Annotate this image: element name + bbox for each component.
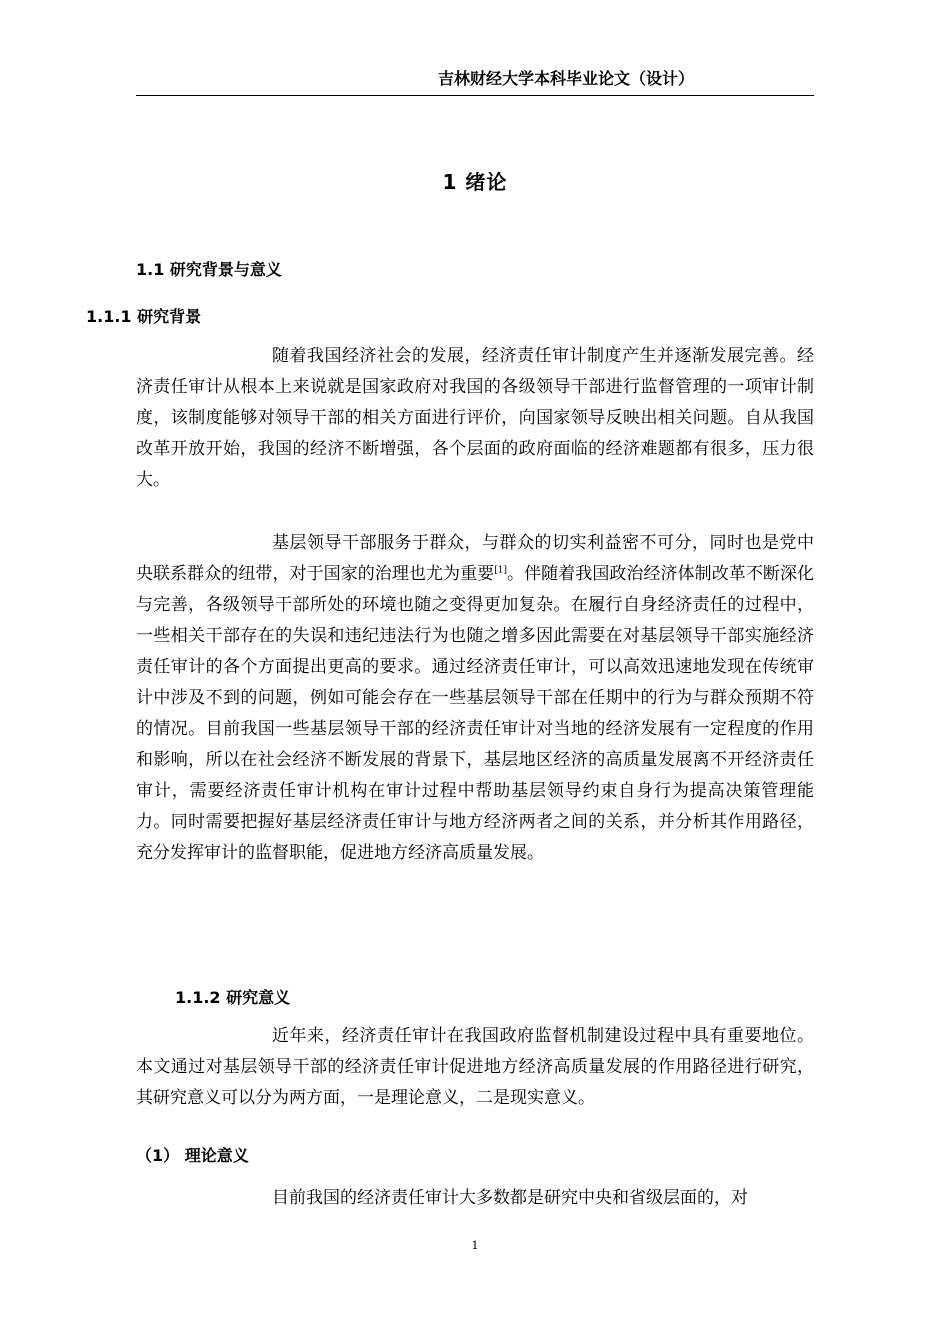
paragraph-theory: 目前我国的经济责任审计大多数都是研究中央和省级层面的，对 [272, 1188, 748, 1208]
section-heading: 1.1 研究背景与意义 [136, 260, 282, 279]
citation-ref: [1] [494, 565, 507, 576]
paragraph-significance: 近年来，经济责任审计在我国政府监督机制建设过程中具有重要地位。本文通过对基层领导干部的经济责任审计促进地方经济高质量发展的作用路径进行研究，其研究意义可以分为两方面，一是理论意义，二是现实意义。 [136, 1026, 814, 1108]
paragraph-background-1: 随着我国经济社会的发展，经济责任审计制度产生并逐渐发展完善。经济责任审计从根本上来说就是国家政府对我国的各级领导干部进行监督管理的一项审计制度，该制度能够对领导干部的相关方面进行评价，向国家领导反映出相关问题。自从我国改革开放开始，我国的经济不断增强，各个层面的政府面临的经济难题都有很多，压力很大。 [136, 346, 814, 490]
page-header [136, 66, 814, 96]
chapter-title: 1 绪论 [442, 170, 508, 194]
paragraph-text: 基层领导干部服务于群众，与群众的切实利益密不可分，同时也是党中央联系群众的纽带，对于国家的治理也尤为重要 [136, 533, 814, 584]
subsection-heading-background: 1.1.1 研究背景 [86, 307, 202, 326]
paragraph-text: 。伴随着我国政治经济体制改革不断深化与完善，各级领导干部所处的环境也随之变得更加复杂。在履行自身经济责任的过程中，一些相关干部存在的失误和违纪违法行为也随之增多因此需要在对基层领导干部实施经济责任审计的各个方面提出更高的要求。通过经济责任审计，可以高效迅速地发现在传统审计中涉及不到的问题，例如可能会存在一些基层领导干部在任期中的行为与群众预期不符的情况。目前我国一些基层领导干部的经济责任审计对当地的经济发展有一定程度的作用和影响，所以在社会经济不断发展的背景下，基层地区经济的高质量发展离不开经济责任审计，需要经济责任审计机构在审计过程中帮助基层领导约束自身行为提高决策管理能力。同时需要把握好基层经济责任审计与地方经济两者之间的关系，并分析其作用路径，充分发挥审计的监督职能，促进地方经济高质量发展。 [136, 564, 815, 863]
header-title: 吉林财经大学本科毕业论文（设计） [437, 69, 694, 88]
paragraph-background-2 [136, 528, 814, 869]
page-number: 1 [471, 1239, 479, 1252]
subsection-heading-significance: 1.1.2 研究意义 [175, 988, 291, 1007]
heading-theory-significance: （1） 理论意义 [136, 1146, 249, 1165]
